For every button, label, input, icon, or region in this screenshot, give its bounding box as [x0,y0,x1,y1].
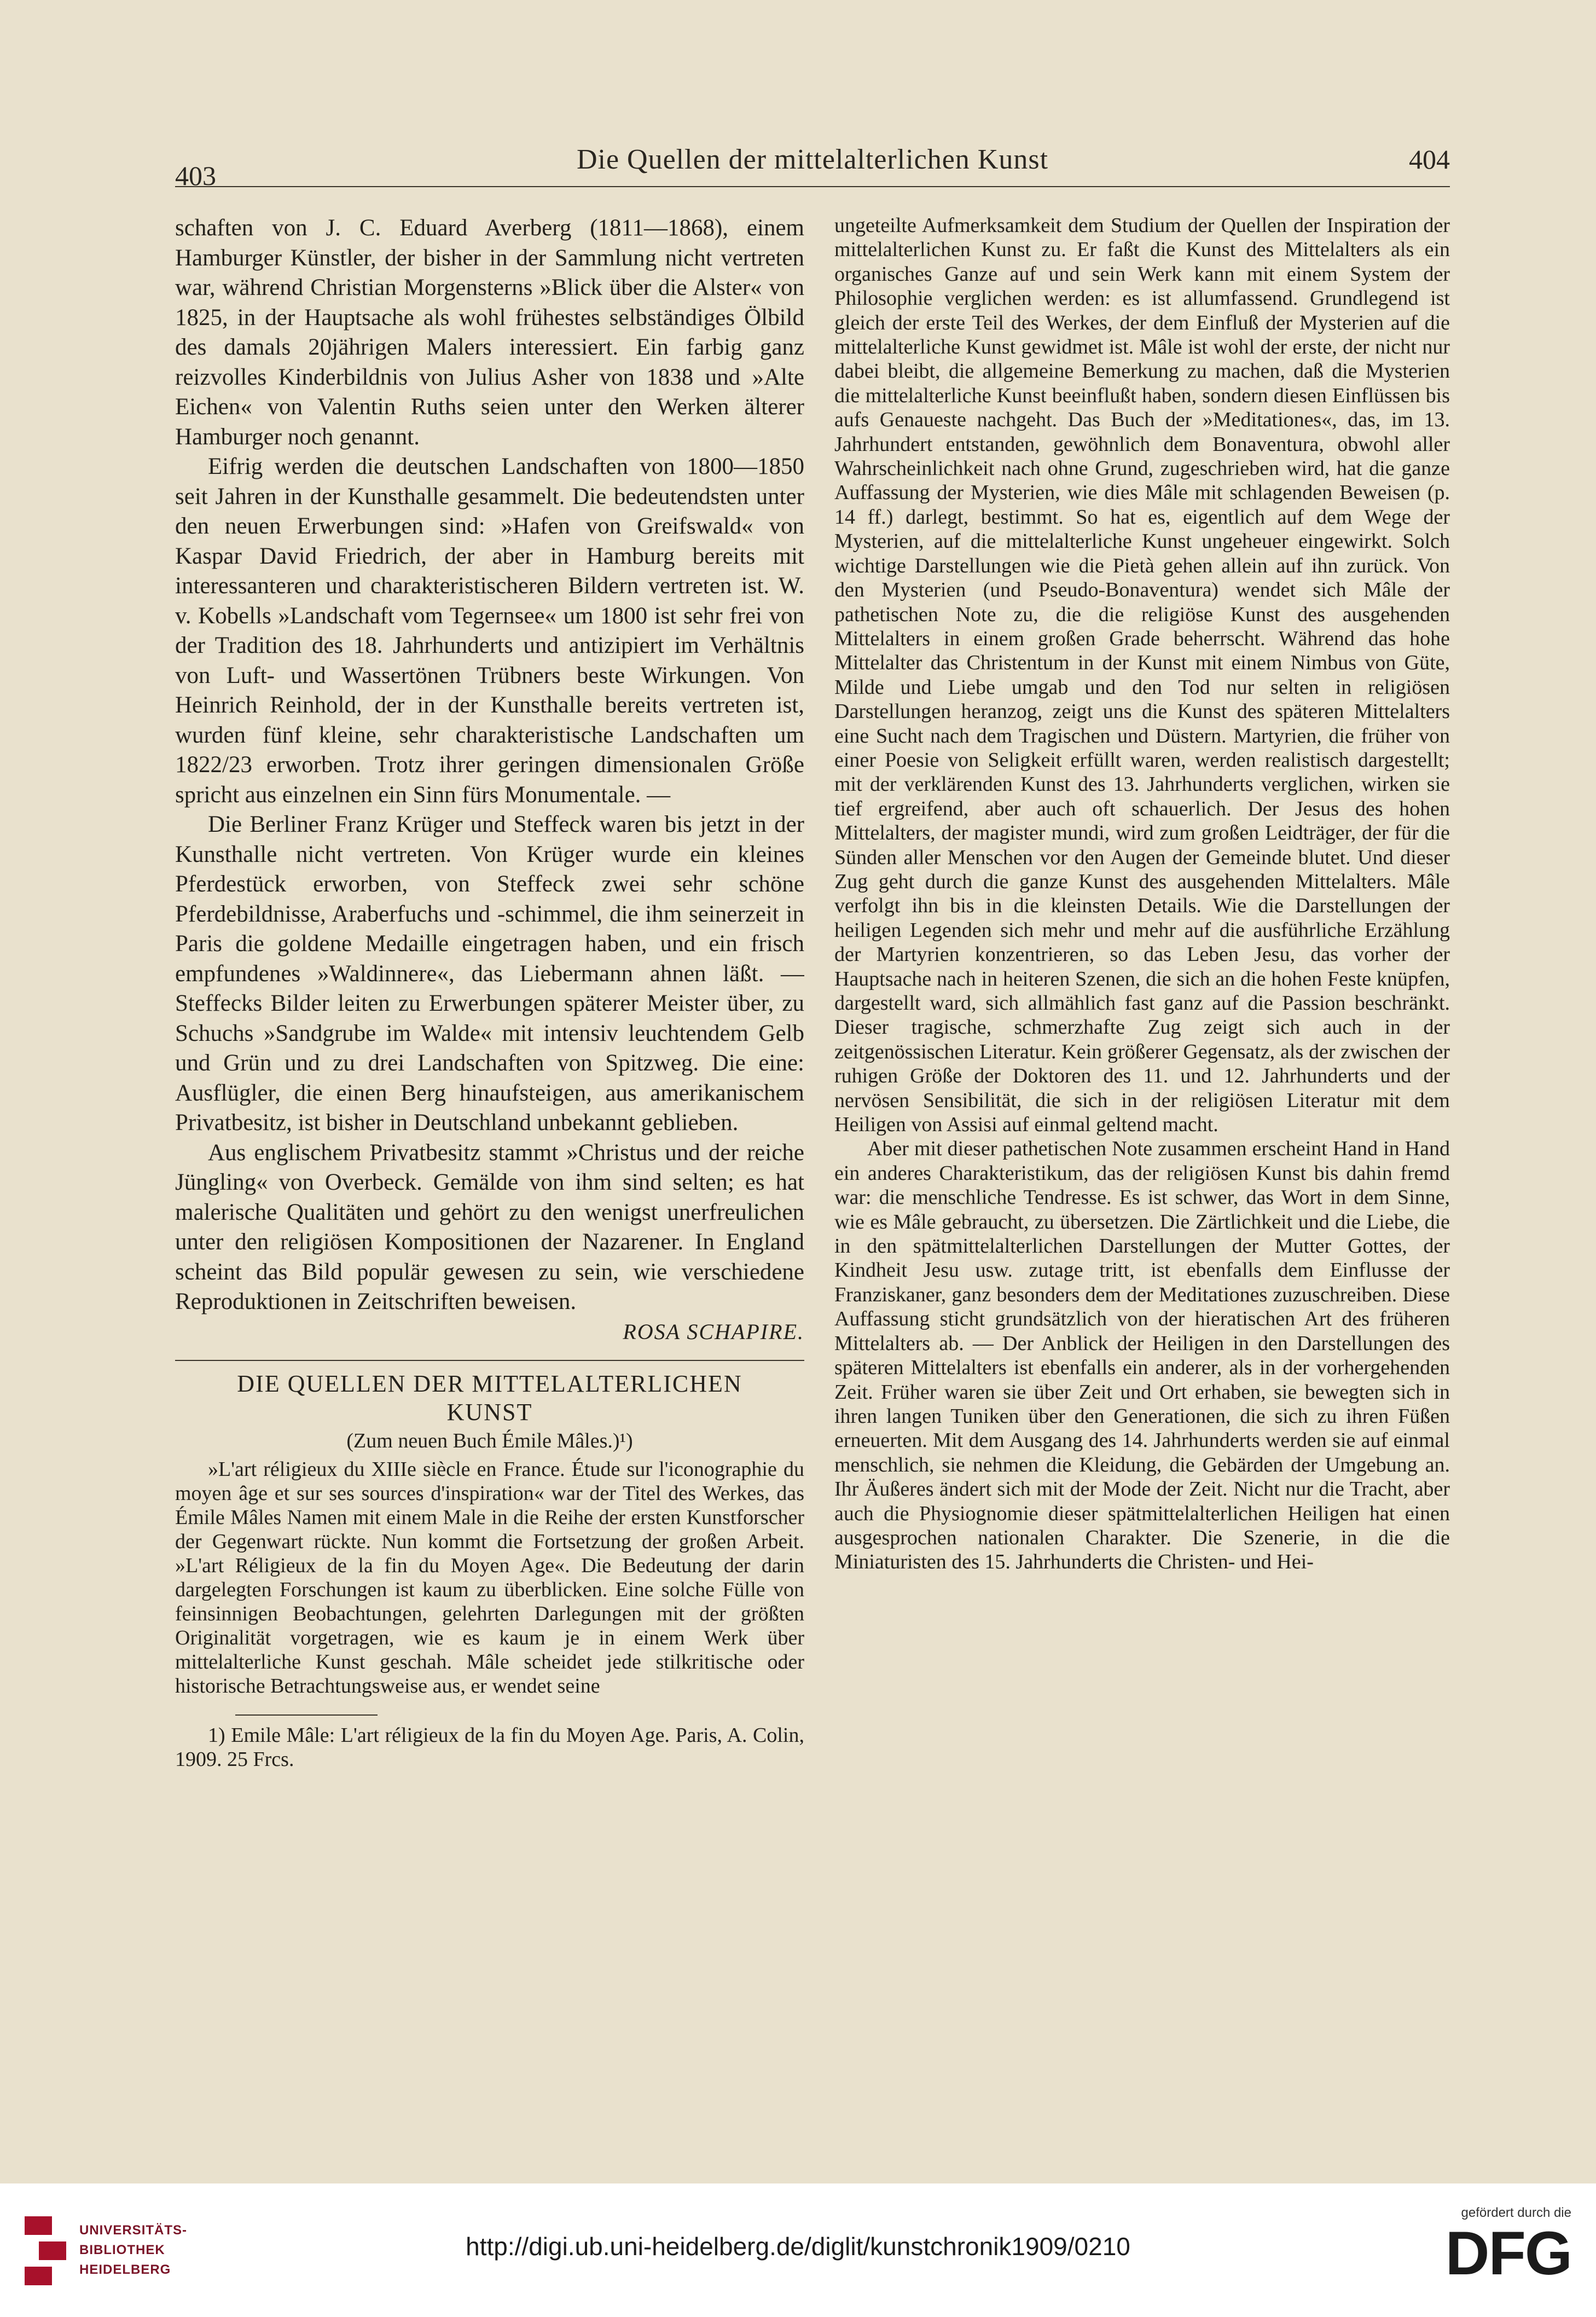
paragraph: schaften von J. C. Eduard Averberg (1811—1868), einem Hamburger Künstler, der bisher in der Sammlung nicht vertreten war, während Christian Morgensterns »Blick über die Alster« von 1825, in der Hauptsache als wohl frühestes selbständiges Ölbild des damals 20jährigen Malers interessiert. Ein farbig ganz reizvolles Kinderbildnis von Julius Asher von 1838 und »Alte Eichen« von Valentin Ruths seien unter den Werken älterer Hamburger noch genannt. [175,215,804,450]
dfg-logo[interactable] [1407,2205,1571,2286]
running-title: Die Quellen der mittelalterlichen Kunst [576,144,1049,175]
digitization-footer [0,2183,1596,2317]
paragraph: ungeteilte Aufmerksamkeit dem Studium der Quellen der Inspiration der mittelalterlichen Kunst zu. Er faßt die Kunst des Mittelalters als ein organisches Ganze auf und sein Werk kann mit einem System der Philosophie verglichen werden: es ist allumfassend. Grundlegend ist gleich der erste Teil des Werkes, der dem Einfluß der Mysterien auf die mittelalterliche Kunst gewidmet ist. Mâle ist wohl der erste, der nicht nur dabei bleibt, die allgemeine Bemerkung zu machen, daß die Mysterien die mittelalterliche Kunst beeinflußt haben, sondern diesen Einflüssen bis aufs Genaueste nachgeht. Das Buch der »Meditationes«, das, im 13. Jahrhundert entstanden, gewöhnlich dem Bonaventura, obwohl aller Wahrscheinlichkeit nach ohne Grund, zugeschrieben wird, hat die ganze Auffassung der Mysterien, wie dies Mâle mit schlagenden Beweisen (p. 14 ff.) darlegt, bestimmt. So hat es, eigentlich auf dem Wege der Mysterien, auf die mittelalterliche Kunst ungeheuer eingewirkt. Solch wichtige Darstellungen wie die Pietà gehen allein auf ihn zurück. Von den Mysterien (und Pseudo-Bonaventura) wendet sich Mâle der pathetischen Note zu, die die religiöse Kunst des ausgehenden Mittelalters in einem großen Grade beherrscht. Während das hohe Mittelalter das Christentum in der Kunst mit einem Nimbus von Güte, Milde und Liebe umgab und den Tod nur selten in religiösen Darstellungen heranzog, zeigt uns die Kunst des späteren Mittelalters eine Sucht nach dem Tragischen und Düstern. Martyrien, die früher von einer Poesie von Seligkeit erfüllt waren, werden realistisch dargestellt; mit der verklärenden Kunst des 13. Jahrhunderts verglichen, wirken sie tief ergreifend, aber auch oft schauerlich. Der Jesus des hohen Mittelalters, der magister mundi, wird zum großen Leidträger, der für die Sünden aller Menschen vor den Augen der Gemeinde blutet. Und dieser Zug geht durch die ganze Kunst des ausgehenden Mittelalters. Mâle verfolgt ihn bis in die kleinsten Details. Wie die Darstellungen der heiligen Legenden sich mehr und mehr auf die ausführliche Erzählung der Martyrien konzentrieren, so das Leben Jesu, das vorher der Hauptsache nach in heiteren Szenen, die sich an die hohen Feste knüpfen, dargestellt ward, sich allmählich fast ganz auf die Passion beschränkt. Dieser tragische, schmerzhafte Zug zeigt sich auch in der zeitgenössischen Literatur. Kein größerer Gegensatz, als der zwischen der ruhigen Größe der Doktoren des 11. und 12. Jahrhunderts und der nervösen Sensibilität, die sich in der religiösen Literatur mit dem Heiligen von Assisi auf einmal geltend macht. [834,214,1450,1137]
paragraph: Aus englischem Privatbesitz stammt »Christus und der reiche Jüngling« von Overbeck. Gemälde von ihm sind selten; es hat malerische Qualitäten und gehört zu den wenigst unerfreulichen unter den religiösen Kompositionen der Nazarener. In England scheint das Bild populär gewesen zu sein, wie verschiedene Reproduktionen in Zeitschriften beweisen. [175,1139,804,1314]
header-rule [175,186,1450,187]
library-name-line-3: HEIDELBERG [79,2262,171,2277]
article-subtitle: (Zum neuen Buch Émile Mâles.)¹) [346,1429,633,1452]
article-heading-line-1: DIE QUELLEN DER MITTELALTERLICHEN [237,1370,742,1397]
paragraph: Aber mit dieser pathetischen Note zusammen erscheint Hand in Hand ein anderes Charakteristikum, das der religiösen Kunst bis dahin fremd war: die menschliche Tendresse. Es ist schwer, das Wort in dem Sinne, wie es Mâle gebraucht, zu übersetzen. Die Zärtlichkeit und die Liebe, die in den spätmittelalterlichen Darstellungen der Mutter Gottes, der Kindheit Jesu usw. zutage tritt, ist ebenfalls dem Einflusse der Franziskaner, ganz besonders dem der Meditationes zuzuschreiben. Diese Auffassung sticht grundsätzlich von der hieratischen Art des früheren Mittelalters ab. — Der Anblick der Heiligen in den Darstellungen des späteren Mittelalters ist ebenfalls ein anderer, als in der vorhergehenden Zeit. Früher waren sie über Zeit und Ort erhaben, sie bewegten sich in ihren langen Tuniken über den Generationen, die sich zu ihren Füßen erneuerten. Mit dem Ausgang des 14. Jahrhunderts werden sie auf einmal menschlich, sie nehmen die Kleidung, die Gebärden der Umgebung an. Ihr Äußeres ändert sich mit der Mode der Zeit. Nicht nur die Tracht, aber auch die Physiognomie dieser spätmittelalterlichen Heiligen hat einen ausgesprochen nationalen Charakter. Die Szenerie, in die die Miniaturisten des 15. Jahrhunderts die Christen- und Hei- [834,1137,1450,1574]
right-column [834,213,1450,2090]
paragraph: Eifrig werden die deutschen Landschaften von 1800—1850 seit Jahren in der Kunsthalle gesammelt. Die bedeutendsten unter den neuen Erwerbungen sind: »Hafen von Greifswald« von Kaspar David Friedrich, der aber in Hamburg bereits mit interessanteren und charakteristischeren Bildern vertreten ist. W. v. Kobells »Landschaft vom Tegernsee« um 1800 ist sehr frei von der Tradition des 18. Jahrhunderts und antizipiert im Verhältnis von Luft- und Wassertönen Trübners beste Wirkungen. Von Heinrich Reinhold, der in der Kunsthalle bereits vertreten ist, wurden fünf kleine, sehr charakteristische Landschaften um 1822/23 erworben. Trotz ihrer geringen dimensionalen Größe spricht aus einzelnen ein Sinn fürs Monumentale. — [175,454,804,808]
article-heading [175,1370,804,1427]
library-name-line-2: BIBLIOTHEK [79,2243,165,2257]
page-number-right: 404 [1409,144,1450,175]
funding-caption: gefördert durch die [1461,2205,1571,2220]
author-signature: ROSA SCHAPIRE. [623,1319,804,1344]
source-url-link[interactable]: http://digi.ub.uni-heidelberg.de/diglit/kunstchronik1909/0210 [466,2232,1130,2261]
paragraph: Die Berliner Franz Krüger und Steffeck waren bis jetzt in der Kunsthalle nicht vertreten. Von Krüger wurde ein kleines Pferdestück erworben, von Steffeck zwei sehr schöne Pferdebildnisse, Araberfuchs und -schimmel, die ihm seinerzeit in Paris die goldene Medaille eingetragen haben, und ein frisch empfundenes »Waldinnere«, das Liebermann ahnen läßt. — Steffecks Bilder leiten zu Erwerbungen späterer Meister über, zu Schuchs »Sandgrube im Walde« mit intensiv leuchtendem Gelb und Grün und zu drei Landschaften von Spitzweg. Die eine: Ausflügler, die einen Berg hinaufsteigen, aus amerikanischem Privatbesitz, ist bisher in Deutschland unbekannt geblieben. [175,812,804,1136]
dfg-wordmark: DFG [1445,2219,1571,2287]
article-heading-line-2: KUNST [446,1398,533,1426]
running-head [175,143,1450,193]
footnote-divider [235,1714,378,1716]
library-name-line-1: UNIVERSITÄTS- [79,2223,188,2238]
previous-article-text [175,213,804,1347]
paragraph: »L'art réligieux du XIIIe siècle en France. Étude sur l'iconographie du moyen âge et sur ses sources d'inspiration« war der Titel des Werkes, das Émile Mâles Namen mit einem Male in die Reihe der ersten Kunstforscher der Gegenwart rückte. Nun kommt die Fortsetzung der großen Arbeit. »L'art Réligieux de la fin du Moyen Age«. Die Bedeutung der darin dargelegten Forschungen ist kaum zu überblicken. Eine solche Fülle von feinsinnigen Beobachtungen, gelehrten Darlegungen mit der größten Originalität vorgetragen, wie es kaum je in einem Werk über mittelalterliche Kunst geschah. Mâle scheidet jede stilkritische oder historische Betrachtungsweise aus, er wendet seine [175,1457,804,1698]
footnote: 1) Emile Mâle: L'art réligieux de la fin du Moyen Age. Paris, A. Colin, 1909. 25 Frcs. [175,1723,804,1771]
section-divider [175,1360,804,1361]
new-article [175,1370,804,1771]
page-number-left: 403 [175,160,216,191]
left-column [175,213,804,2090]
